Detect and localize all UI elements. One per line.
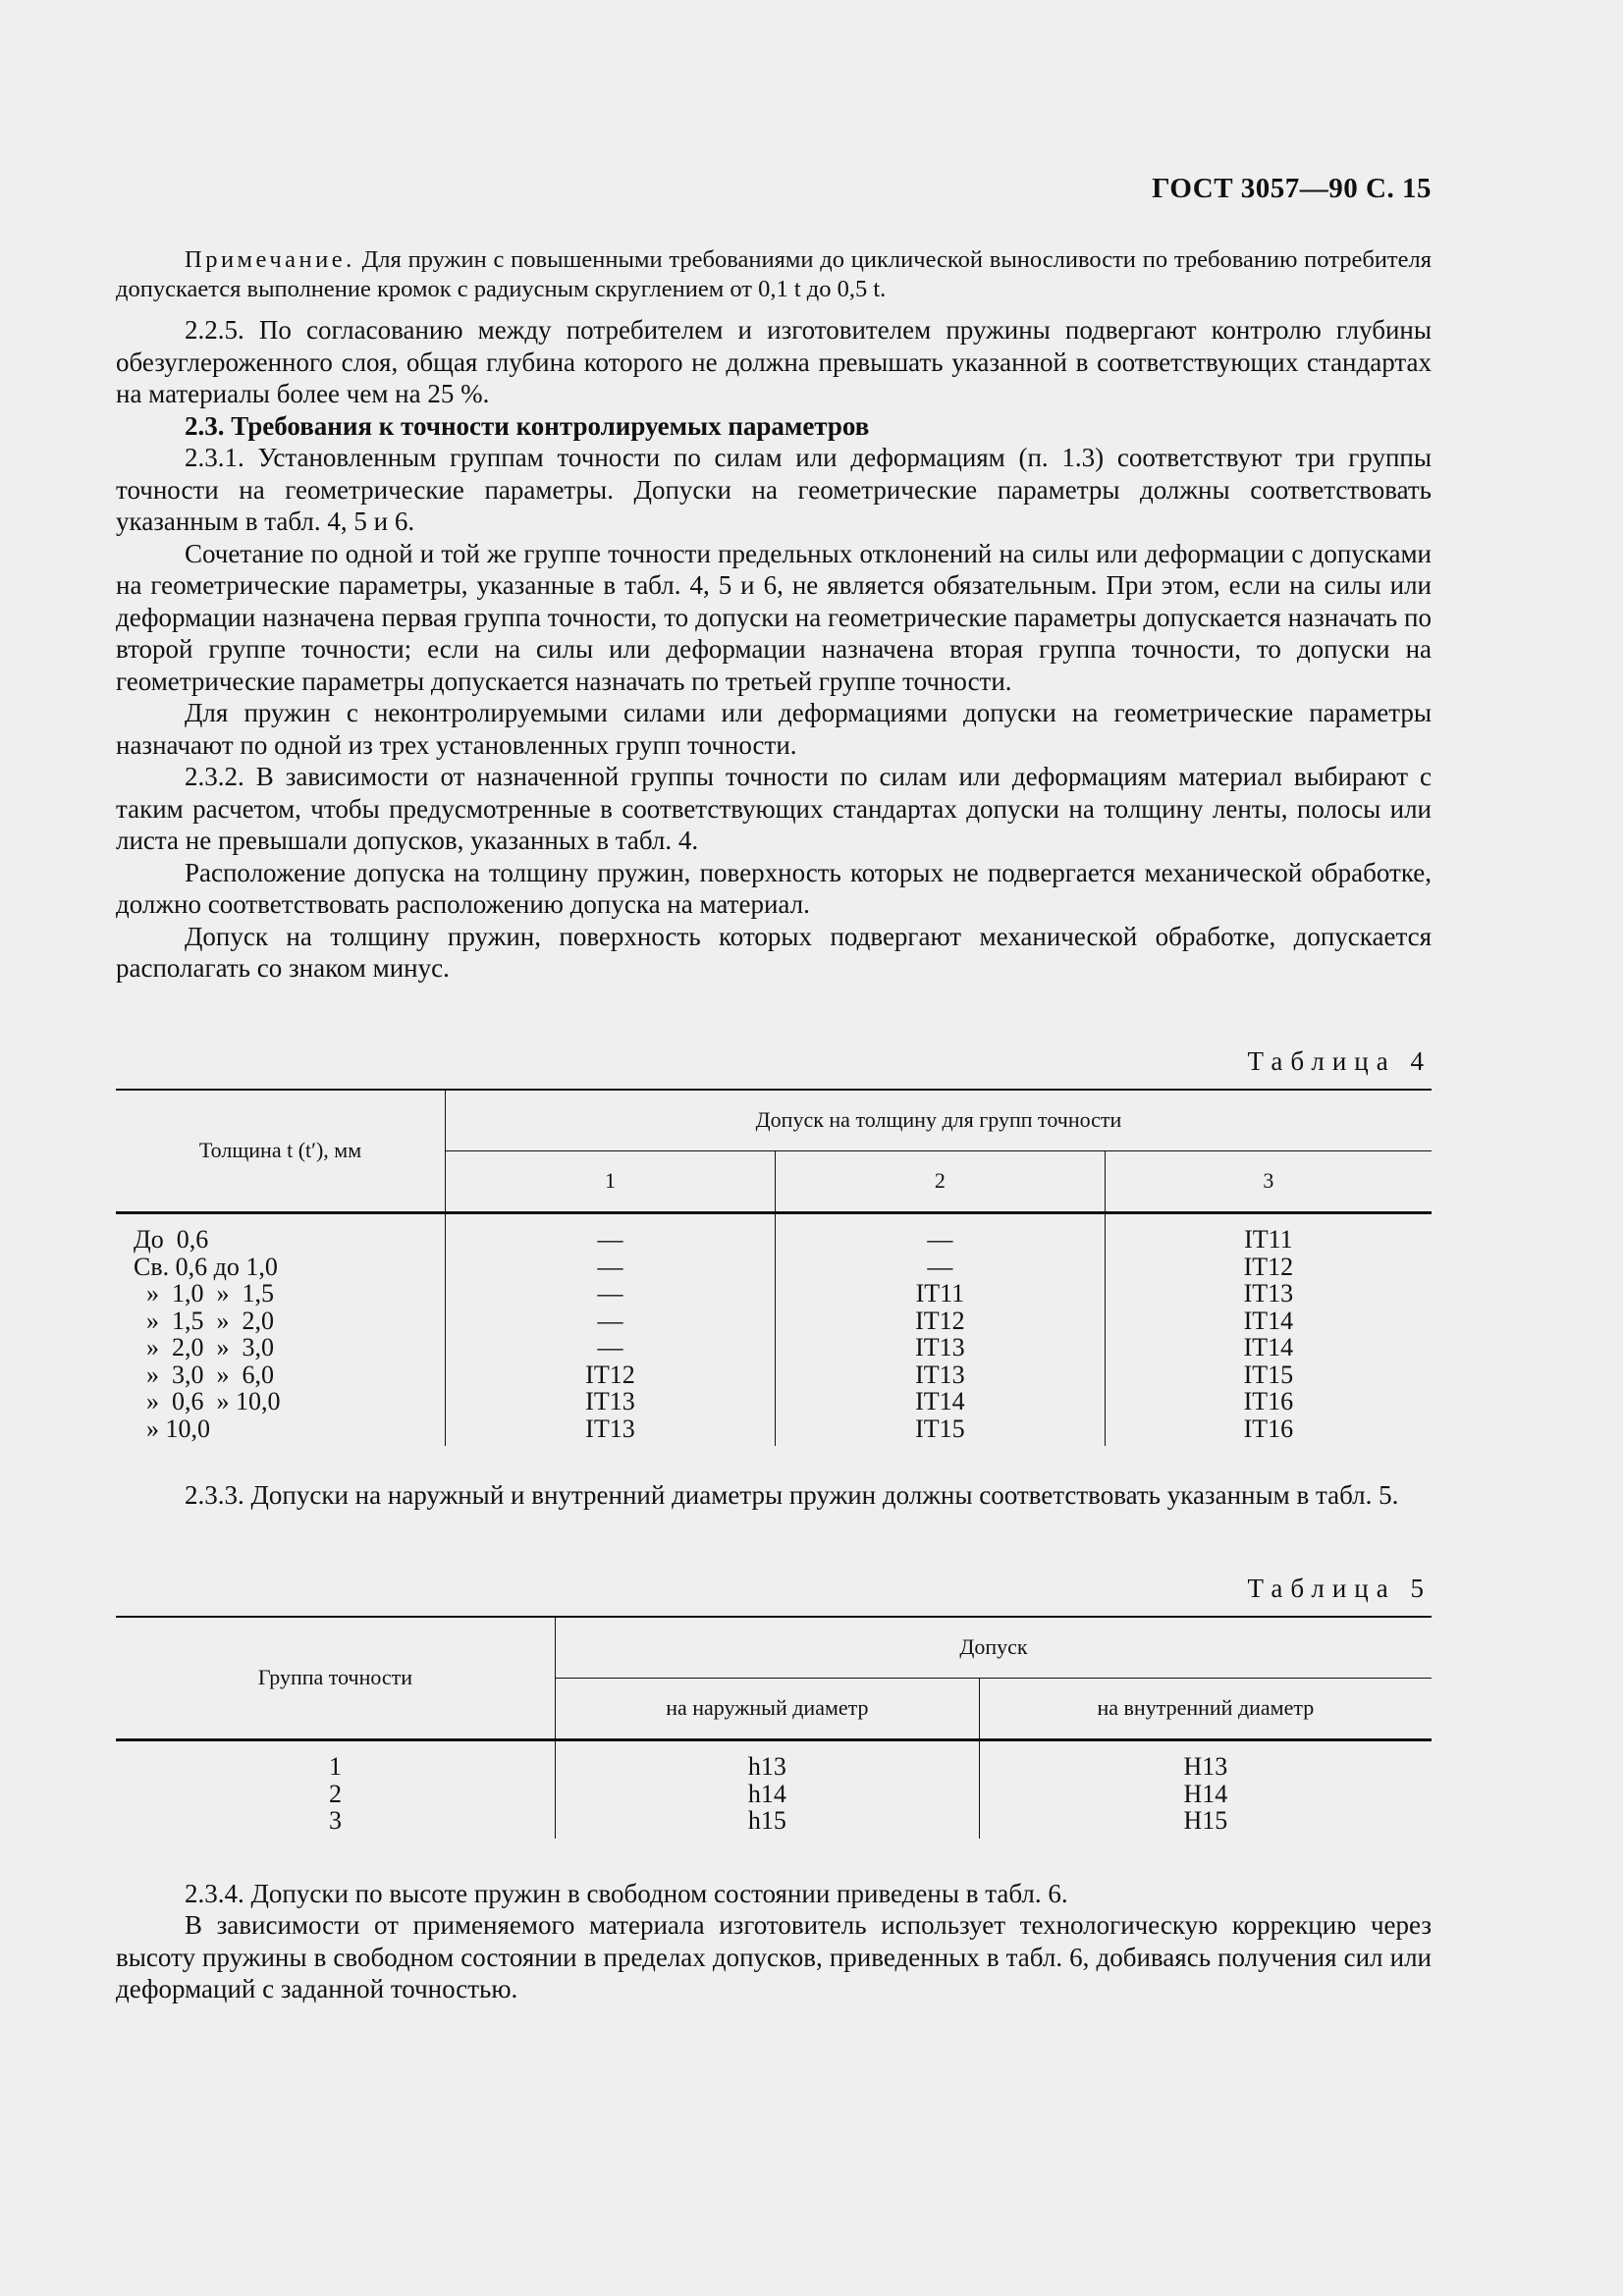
tolerance-cell: IT12 (1105, 1254, 1432, 1281)
tolerance-cell: IT16 (1105, 1388, 1432, 1415)
paragraph: 2.2.5. По согласованию между потребителем и изготовителем пружины подвергают контролю глубины обезуглероженного слоя, общая глубина которого не должна превышать указанной в соответствующих стандартах на материалы более чем на 25 %. (116, 315, 1432, 408)
table-row (116, 1254, 1432, 1281)
tolerance-cell: — (775, 1254, 1105, 1281)
paragraph: В зависимости от применяемого материала изготовитель использует технологическую коррекцию через высоту пружины в свободном состоянии в пределах допусков, приведенных в табл. 6, добиваясь получения сил или деформаций с заданной точностью. (116, 1910, 1432, 2003)
table-row (116, 1388, 1432, 1415)
page-header: ГОСТ 3057—90 С. 15 (1152, 173, 1432, 204)
table5-col0-header: Группа точности (116, 1617, 556, 1740)
document-body (116, 245, 1432, 2005)
table4-col0-label: Толщина t (t′), мм (198, 1138, 362, 1163)
accuracy-group: 2 (329, 1779, 342, 1808)
table-row (116, 1362, 1432, 1389)
accuracy-group: 3 (329, 1806, 342, 1835)
tolerance-cell: IT13 (446, 1388, 776, 1415)
table-row (116, 1781, 1432, 1808)
tolerance-cell: — (446, 1308, 776, 1335)
table-row (116, 1308, 1432, 1335)
table5-caption: Таблица 5 (1247, 1573, 1432, 1603)
paragraph: 2.3.3. Допуски на наружный и внутренний диаметры пружин должны соответствовать указанным в табл. 5. (185, 1480, 1399, 1510)
tolerance-cell: IT14 (775, 1388, 1105, 1415)
tolerance-cell: h14 (556, 1781, 980, 1808)
tolerance-cell: IT11 (775, 1280, 1105, 1308)
paragraph-group-c (116, 1479, 1432, 1512)
tolerance-cell: IT12 (775, 1308, 1105, 1335)
accuracy-group: 1 (329, 1752, 342, 1781)
table4-col0-header (116, 1090, 446, 1213)
tolerance-cell: H15 (979, 1807, 1432, 1839)
table5-sub-inner: на внутренний диаметр (979, 1679, 1432, 1740)
table-row (116, 1740, 1432, 1781)
table4-caption: Таблица 4 (1247, 1045, 1432, 1076)
thickness-range: » 1,0 » 1,5 (134, 1279, 274, 1308)
tolerance-cell: H14 (979, 1781, 1432, 1808)
table-row (116, 1280, 1432, 1308)
tolerance-cell: — (446, 1254, 776, 1281)
tolerance-cell: IT15 (775, 1415, 1105, 1447)
tolerance-cell: IT11 (1105, 1213, 1432, 1254)
note-text: Для пружин с повышенными требованиями до циклической выносливости по требованию потребителя допускается выполнение кромок с радиусным скруглением от 0,1 t до 0,5 t. (116, 246, 1433, 302)
table-5 (116, 1616, 1432, 1839)
thickness-range: » 2,0 » 3,0 (134, 1333, 274, 1362)
tolerance-cell: IT14 (1105, 1308, 1432, 1335)
note (116, 245, 1432, 304)
tolerance-cell: IT13 (775, 1362, 1105, 1389)
paragraph: 2.3.1. Установленным группам точности по силам или деформациям (п. 1.3) соответствуют три группы точности на геометрические параметры. Допуски на геометрические параметры должны соответствовать указанным в табл. 4, 5 и 6. (116, 443, 1432, 536)
table5-group-header: Допуск (556, 1617, 1433, 1679)
tolerance-cell: h13 (556, 1740, 980, 1781)
paragraph: 2.3.2. В зависимости от назначенной группы точности по силам или деформациям материал выбирают с таким расчетом, чтобы предусмотренные в соответствующих стандартах допуски на толщину ленты, полосы или листа не превышали допусков, указанных в табл. 4. (116, 762, 1432, 855)
thickness-range: » 1,5 » 2,0 (134, 1306, 274, 1335)
table-4 (116, 1089, 1432, 1446)
paragraph: Сочетание по одной и той же группе точности предельных отклонений на силы или деформации с допусками на геометрические параметры, указанные в табл. 4, 5 и 6, не является обязательным. При этом, если на силы или деформации назначена первая группа точности, то допуски на геометрические параметры допускается назначать по второй группе точности; если на силы или деформации назначена вторая группа точности, то допуски на геометрические параметры допускается назначать по третьей группе точности. (116, 538, 1432, 696)
paragraph: Для пружин с неконтролируемыми силами или деформациями допуски на геометрические параметры назначают по одной из трех установленных групп точности. (116, 698, 1432, 760)
table4-group-1: 1 (446, 1151, 776, 1213)
tolerance-cell: IT16 (1105, 1415, 1432, 1447)
tolerance-cell: IT12 (446, 1362, 776, 1389)
table4-group-header: Допуск на толщину для групп точности (446, 1090, 1433, 1151)
table-row (116, 1415, 1432, 1447)
tolerance-cell: IT14 (1105, 1334, 1432, 1362)
tolerance-cell: h15 (556, 1807, 980, 1839)
tolerance-cell: — (446, 1280, 776, 1308)
table4-group-3: 3 (1105, 1151, 1432, 1213)
tolerance-cell: IT13 (446, 1415, 776, 1447)
section-heading: 2.3. Требования к точности контролируемых параметров (185, 410, 870, 441)
tolerance-cell: — (446, 1334, 776, 1362)
tolerance-cell: — (446, 1213, 776, 1254)
tolerance-cell: IT15 (1105, 1362, 1432, 1389)
table4-group-2: 2 (775, 1151, 1105, 1213)
paragraph: Расположение допуска на толщину пружин, поверхность которых не подвергается механической обработке, должно соответствовать расположению допуска на материал. (116, 857, 1432, 919)
thickness-range: » 3,0 » 6,0 (134, 1360, 274, 1389)
table-row (116, 1334, 1432, 1362)
table-row (116, 1807, 1432, 1839)
tolerance-cell: IT13 (775, 1334, 1105, 1362)
table5-sub-outer: на наружный диаметр (556, 1679, 980, 1740)
tolerance-cell: — (775, 1213, 1105, 1254)
table-row (116, 1213, 1432, 1254)
paragraph: Допуск на толщину пружин, поверхность которых подвергают механической обработке, допускается располагать со знаком минус. (116, 921, 1432, 983)
tolerance-cell: IT13 (1105, 1280, 1432, 1308)
thickness-range: Св. 0,6 до 1,0 (134, 1252, 278, 1281)
thickness-range: » 10,0 (134, 1414, 210, 1443)
paragraph: 2.3.4. Допуски по высоте пружин в свободном состоянии приведены в табл. 6. (185, 1878, 1068, 1908)
paragraph-group-d (116, 1878, 1432, 2005)
note-label: Примечание. (185, 246, 355, 273)
thickness-range: До 0,6 (134, 1225, 209, 1254)
thickness-range: » 0,6 » 10,0 (134, 1387, 281, 1415)
paragraph-group-a (116, 314, 1432, 410)
paragraph-group-b (116, 442, 1432, 985)
tolerance-cell: H13 (979, 1740, 1432, 1781)
